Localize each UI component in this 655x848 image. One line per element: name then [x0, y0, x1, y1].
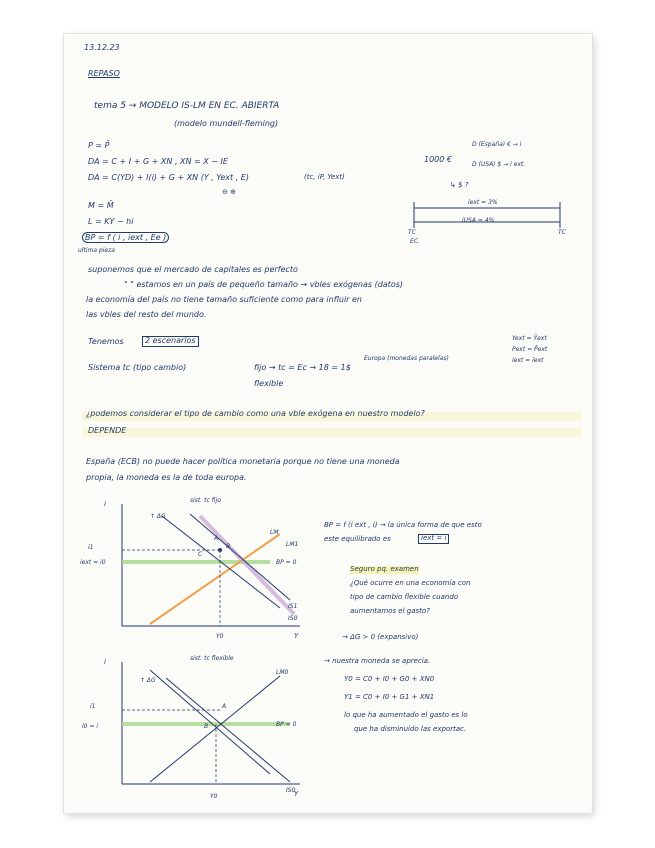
answer-line: DEPENDE	[88, 426, 127, 435]
graph1-i1: i1	[88, 544, 94, 551]
graph1-curve-bp: BP = 0	[276, 559, 297, 566]
delta-note: → ΔG > 0 (expansivo)	[342, 633, 419, 641]
graph-flexible-exchange	[80, 648, 320, 808]
side-note-left-sub: EC.	[410, 238, 420, 245]
spain-line-2: propia, la moneda es la de toda europa.	[86, 473, 247, 482]
graph2-note-2: lo que ha aumentado el gasto es lo	[344, 711, 468, 719]
exam-q-3: aumentamos el gasto?	[350, 607, 430, 615]
equation-3: DA = C(YD) + I(i) + G + XN (Y , Yext , E)	[88, 173, 249, 182]
graph1-annot: ↑ ΔG	[150, 513, 166, 520]
graph1-curve-is0: IS0	[288, 615, 298, 622]
scenario-fijo: fijo → tc = Ec → 18 = 1$	[254, 363, 351, 372]
graph1-curve-is1: IS1	[288, 603, 298, 610]
equation-6-text: BP = f ( i , iext , Ee )	[82, 232, 169, 243]
graph1-point-c: C	[198, 551, 203, 558]
side-note-bar-bottom: iUSA = 4%	[462, 217, 495, 224]
exog-3: iext = īext	[512, 357, 544, 364]
graph-fixed-exchange	[80, 490, 320, 648]
graph1-title: sist. tc fijo	[190, 497, 221, 504]
exam-q-1: ¿Qué ocurre en una economía con	[350, 579, 471, 587]
graph2-note-1: → nuestra moneda se aprecia.	[324, 657, 431, 665]
side-note-bar-top: iext = 3%	[468, 199, 498, 206]
graph2-curve-lm0: LM0	[276, 669, 289, 676]
graph1-note-1: BP = f (i ext , i) → la única forma de que esto	[324, 521, 482, 529]
scenario-fijo-note: Europa (monedas paralelas)	[364, 355, 449, 362]
spain-line-1: España (ECB) no puede hacer política monetaria porque no tiene una moneda	[86, 457, 400, 466]
exog-2: Pext = P̄ext	[512, 346, 548, 353]
graph2-y-axis: i	[104, 658, 106, 666]
equation-3-signs: ⊖ ⊕	[222, 188, 236, 196]
graph2-eq-2: Y1 = C0 + I0 + G1 + XN1	[344, 693, 435, 701]
title-line-2: (modelo mundell-fleming)	[174, 119, 279, 128]
equation-3-tail: (tc, iP, Yext)	[304, 173, 345, 181]
graph1-curve-lm1: LM1	[286, 541, 299, 548]
graph1-point-b: B	[226, 543, 231, 550]
graph2-x-axis: Y	[294, 790, 299, 798]
graph2-i1: i1	[90, 703, 96, 710]
side-note-branch-1: D (España) € → i	[472, 141, 522, 148]
topic-heading: REPASO	[88, 69, 120, 78]
graph1-iext: iext = i0	[80, 559, 106, 566]
side-note-right-label: TC	[558, 229, 566, 236]
equation-6	[82, 234, 169, 243]
question-line: ¿podemos considerar el tipo de cambio como una vble exógena en nuestro modelo?	[86, 409, 425, 418]
date: 13.12.23	[84, 43, 120, 52]
graph1-x-axis: Y	[294, 632, 299, 640]
side-note-below: ↳ $ ?	[450, 181, 469, 189]
text-line-3: la economía del país no tiene tamaño suficiente como para influir en	[86, 295, 362, 304]
graph2-title: sist. tc flexible	[190, 655, 234, 662]
equation-6-note: ultima pieza	[78, 247, 115, 254]
text-line-2: " " estamos en un país de pequeño tamaño → vbles exógenas (datos)	[124, 280, 404, 289]
exog-1: Yext = Ȳext	[512, 335, 547, 342]
scenario-flexible: flexible	[254, 379, 284, 388]
graph1-note-2: este equilibrado es	[324, 535, 391, 543]
equation-5: L = KY − hi	[88, 217, 134, 226]
graph2-curve-bp: BP = 0	[276, 721, 297, 728]
equation-4: M = M̄	[88, 201, 114, 210]
text-line-1: suponemos que el mercado de capitales es perfecto	[88, 265, 298, 274]
graph2-eq-1: Y0 = C0 + I0 + G0 + XN0	[344, 675, 435, 683]
graph1-curve-lm: LM	[270, 529, 279, 536]
tenemos-label: Tenemos	[88, 337, 124, 346]
graph1-y-axis: i	[104, 500, 106, 508]
side-note-branch-2: D (USA) $ → i ext.	[472, 161, 526, 168]
graph2-note-3: que ha disminuido las exportac.	[354, 725, 467, 733]
equation-1: P = P̄	[88, 141, 110, 150]
text-line-4: las vbles del resto del mundo.	[86, 310, 207, 319]
graph2-x-tick: Y0	[210, 793, 218, 800]
graph2-point-a: A	[222, 703, 227, 710]
answer-highlight	[82, 428, 582, 437]
side-note-left-label: TC	[408, 229, 416, 236]
scenario-line: Sistema tc (tipo cambio)	[88, 363, 187, 372]
notebook-page	[64, 34, 592, 813]
tenemos-box: 2 escenarios	[142, 336, 199, 347]
graph2-iext: i0 = i	[82, 723, 98, 730]
graph2-curve-is0: IS0	[286, 787, 296, 794]
graph1-x-tick: Y0	[216, 633, 224, 640]
side-note-amount: 1000 €	[424, 155, 452, 164]
graph2-point-b: B	[204, 723, 209, 730]
graph1-note-box: iext = i	[418, 534, 449, 544]
equation-2: DA = C + I + G + XN , XN = X − IE	[88, 157, 228, 166]
exam-q-2: tipo de cambio flexible cuando	[350, 593, 459, 601]
graph2-annot: ↑ ΔG	[140, 677, 156, 684]
graph1-point-a: A	[214, 535, 219, 542]
title-line-1: tema 5 → MODELO IS-LM EN EC. ABIERTA	[94, 101, 280, 111]
exam-label: Seguro pq. examen	[350, 565, 419, 573]
